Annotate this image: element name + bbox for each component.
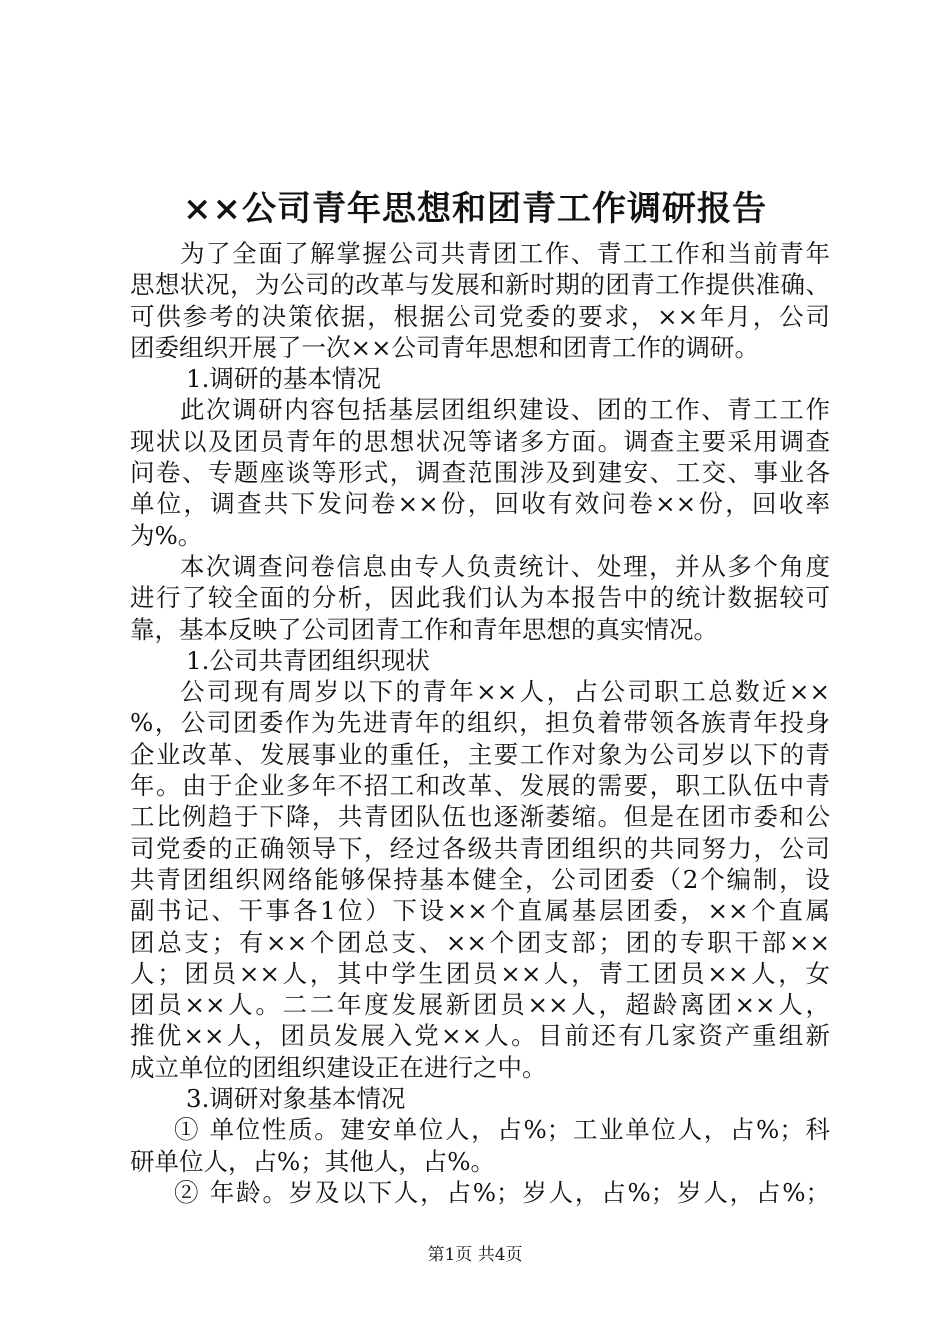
paragraph-line: 为%。 — [130, 520, 203, 550]
paragraph-line: 思想状况，为公司的改革与发展和新时期的团青工作提供准确、 — [130, 270, 830, 300]
paragraph-line: 团员××人。二二年度发展新团员××人，超龄离团××人， — [130, 990, 830, 1020]
paragraph-line: 单位，调查共下发问卷××份，回收有效问卷××份，回收率 — [130, 489, 830, 519]
paragraph-line: 成立单位的团组织建设正在进行之中。 — [130, 1052, 547, 1082]
paragraph-line: 可供参考的决策依据，根据公司党委的要求，××年月，公司 — [130, 301, 830, 331]
paragraph-line: 研单位人，占%；其他人，占%。 — [130, 1146, 496, 1176]
document-title: ××公司青年思想和团青工作调研报告 — [183, 189, 767, 229]
paragraph-line: ① 单位性质。建安单位人，占%；工业单位人，占%；科 — [174, 1115, 830, 1145]
paragraph-line: 此次调研内容包括基层团组织建设、团的工作、青工工作 — [180, 395, 830, 425]
section-heading: 1.公司共青团组织现状 — [186, 645, 430, 675]
paragraph-line: 靠，基本反映了公司团青工作和青年思想的真实情况。 — [130, 614, 718, 644]
section-heading: 1.调研的基本情况 — [186, 364, 381, 394]
page-number: 第1页 共4页 — [427, 1245, 523, 1265]
paragraph-line: 推优××人，团员发展入党××人。目前还有几家资产重组新 — [130, 1021, 830, 1051]
paragraph-line: 问卷、专题座谈等形式，调查范围涉及到建安、工交、事业各 — [130, 458, 830, 488]
paragraph-line: 人；团员××人，其中学生团员××人，青工团员××人，女 — [130, 958, 830, 988]
paragraph-line: 现状以及团员青年的思想状况等诸多方面。调查主要采用调查 — [130, 426, 830, 456]
paragraph-line: 年。由于企业多年不招工和改革、发展的需要，职工队伍中青 — [130, 771, 830, 801]
paragraph-line: 团总支；有××个团总支、××个团支部；团的专职干部×× — [130, 927, 830, 957]
paragraph-line: ② 年龄。岁及以下人，占%；岁人，占%；岁人，占%； — [174, 1177, 830, 1207]
paragraph-line: 进行了较全面的分析，因此我们认为本报告中的统计数据较可 — [130, 583, 830, 613]
paragraph-line: 企业改革、发展事业的重任，主要工作对象为公司岁以下的青 — [130, 739, 830, 769]
paragraph-line: 工比例趋于下降，共青团队伍也逐渐萎缩。但是在团市委和公 — [130, 802, 830, 832]
document-body — [130, 238, 830, 1208]
paragraph-line: %，公司团委作为先进青年的组织，担负着带领各族青年投身 — [130, 708, 830, 738]
paragraph-line: 副书记、干事各1位）下设××个直属基层团委，××个直属 — [130, 896, 830, 926]
paragraph-line: 司党委的正确领导下，经过各级共青团组织的共同努力，公司 — [130, 833, 830, 863]
paragraph-line: 共青团组织网络能够保持基本健全，公司团委（2个编制，设 — [130, 864, 830, 894]
paragraph-line: 为了全面了解掌握公司共青团工作、青工工作和当前青年 — [180, 239, 830, 268]
paragraph-line: 团委组织开展了一次××公司青年思想和团青工作的调研。 — [130, 332, 760, 362]
section-heading: 3.调研对象基本情况 — [186, 1084, 406, 1114]
paragraph-line: 公司现有周岁以下的青年××人，占公司职工总数近×× — [180, 677, 830, 707]
paragraph-line: 本次调查问卷信息由专人负责统计、处理，并从多个角度 — [180, 551, 830, 581]
